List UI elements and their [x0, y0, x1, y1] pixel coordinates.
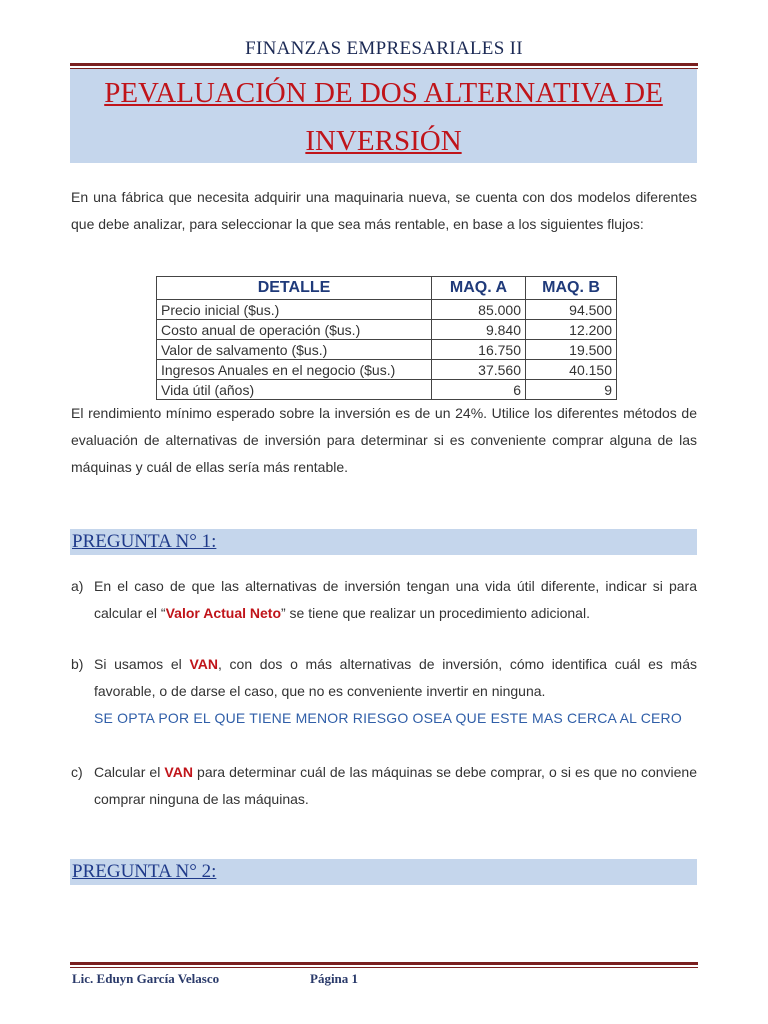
maq-a-value: 9.840 — [432, 320, 526, 340]
header-maq-a: MAQ. A — [432, 277, 526, 300]
maq-a-value: 85.000 — [432, 300, 526, 320]
item-c-post: para determinar cuál de las máquinas se debe comprar, o si es que no conviene comprar ninguna de las máquinas. — [94, 764, 698, 807]
item-b-highlight: VAN — [189, 656, 218, 672]
title-line-1: PEVALUACIÓN DE DOS ALTERNATIVA DE — [104, 77, 663, 109]
maq-a-value: 37.560 — [432, 360, 526, 380]
table-row — [157, 360, 617, 380]
item-c-pre: Calcular el — [94, 764, 165, 780]
item-a-post: ” se tiene que realizar un procedimiento adicional. — [281, 605, 590, 621]
header-detalle: DETALLE — [157, 277, 432, 300]
table-header-row — [157, 277, 617, 300]
section-heading-pregunta-1 — [70, 529, 697, 555]
table-row — [157, 300, 617, 320]
item-b-letter: b) — [71, 656, 84, 672]
item-b-text — [94, 651, 697, 705]
item-c-letter: c) — [71, 764, 83, 780]
document-title — [70, 69, 697, 163]
intro-paragraph: En una fábrica que necesita adquirir una maquinaria nueva, se cuenta con dos modelos diferentes que debe analizar, para seleccionar la que sea más rentable, en base a los siguientes flujos: — [71, 189, 697, 232]
row-label: Vida útil (años) — [157, 380, 432, 400]
section-heading-pregunta-2 — [70, 859, 697, 885]
item-a-text — [94, 573, 697, 627]
row-label: Valor de salvamento ($us.) — [157, 340, 432, 360]
list-item-a — [71, 573, 697, 627]
header-rule-thick — [70, 63, 698, 66]
list-item-b — [71, 651, 697, 732]
item-a-highlight: Valor Actual Neto — [165, 605, 281, 621]
instructions-paragraph: El rendimiento mínimo esperado sobre la inversión es de un 24%. Utilice los diferentes métodos de evaluación de alternativas de inversión para determinar si es conveniente comprar alguna de las máquinas y cuál de ellas sería más rentable. — [71, 405, 697, 475]
section-2-title: PREGUNTA N° 2: — [72, 861, 217, 882]
row-label: Ingresos Anuales en el negocio ($us.) — [157, 360, 432, 380]
footer-rule-thin — [70, 967, 698, 968]
footer-rule-thick — [70, 962, 698, 965]
footer-author: Lic. Eduyn García Velasco — [72, 971, 220, 986]
section-1-title: PREGUNTA N° 1: — [72, 531, 217, 552]
table-row — [157, 380, 617, 400]
maq-a-value: 6 — [432, 380, 526, 400]
table-row — [157, 340, 617, 360]
item-b-post: , con dos o más alternativas de inversión, cómo identifica cuál es más favorable, o de darse el caso, que no es conveniente invertir en ninguna. — [94, 656, 697, 699]
maq-b-value: 40.150 — [526, 360, 617, 380]
item-c-text — [94, 759, 697, 813]
item-a-letter: a) — [71, 578, 84, 594]
footer-page-number: Página 1 — [310, 971, 359, 986]
item-b-answer: SE OPTA POR EL QUE TIENE MENOR RIESGO OSEA QUE ESTE MAS CERCA AL CERO — [94, 710, 682, 726]
cash-flow-table — [156, 276, 617, 400]
maq-b-value: 19.500 — [526, 340, 617, 360]
item-c-highlight: VAN — [164, 764, 193, 780]
maq-b-value: 12.200 — [526, 320, 617, 340]
row-label: Costo anual de operación ($us.) — [157, 320, 432, 340]
list-item-c — [71, 759, 697, 813]
title-line-2: INVERSIÓN — [305, 125, 462, 157]
item-b-pre: Si usamos el — [94, 656, 190, 672]
header-maq-b: MAQ. B — [526, 277, 617, 300]
maq-b-value: 9 — [526, 380, 617, 400]
item-a-pre: En el caso de que las alternativas de inversión tengan una vida útil diferente, indicar si para calcular el “ — [94, 578, 697, 621]
row-label: Precio inicial ($us.) — [157, 300, 432, 320]
table-row — [157, 320, 617, 340]
maq-a-value: 16.750 — [432, 340, 526, 360]
maq-b-value: 94.500 — [526, 300, 617, 320]
running-header: FINANZAS EMPRESARIALES II — [245, 38, 523, 59]
